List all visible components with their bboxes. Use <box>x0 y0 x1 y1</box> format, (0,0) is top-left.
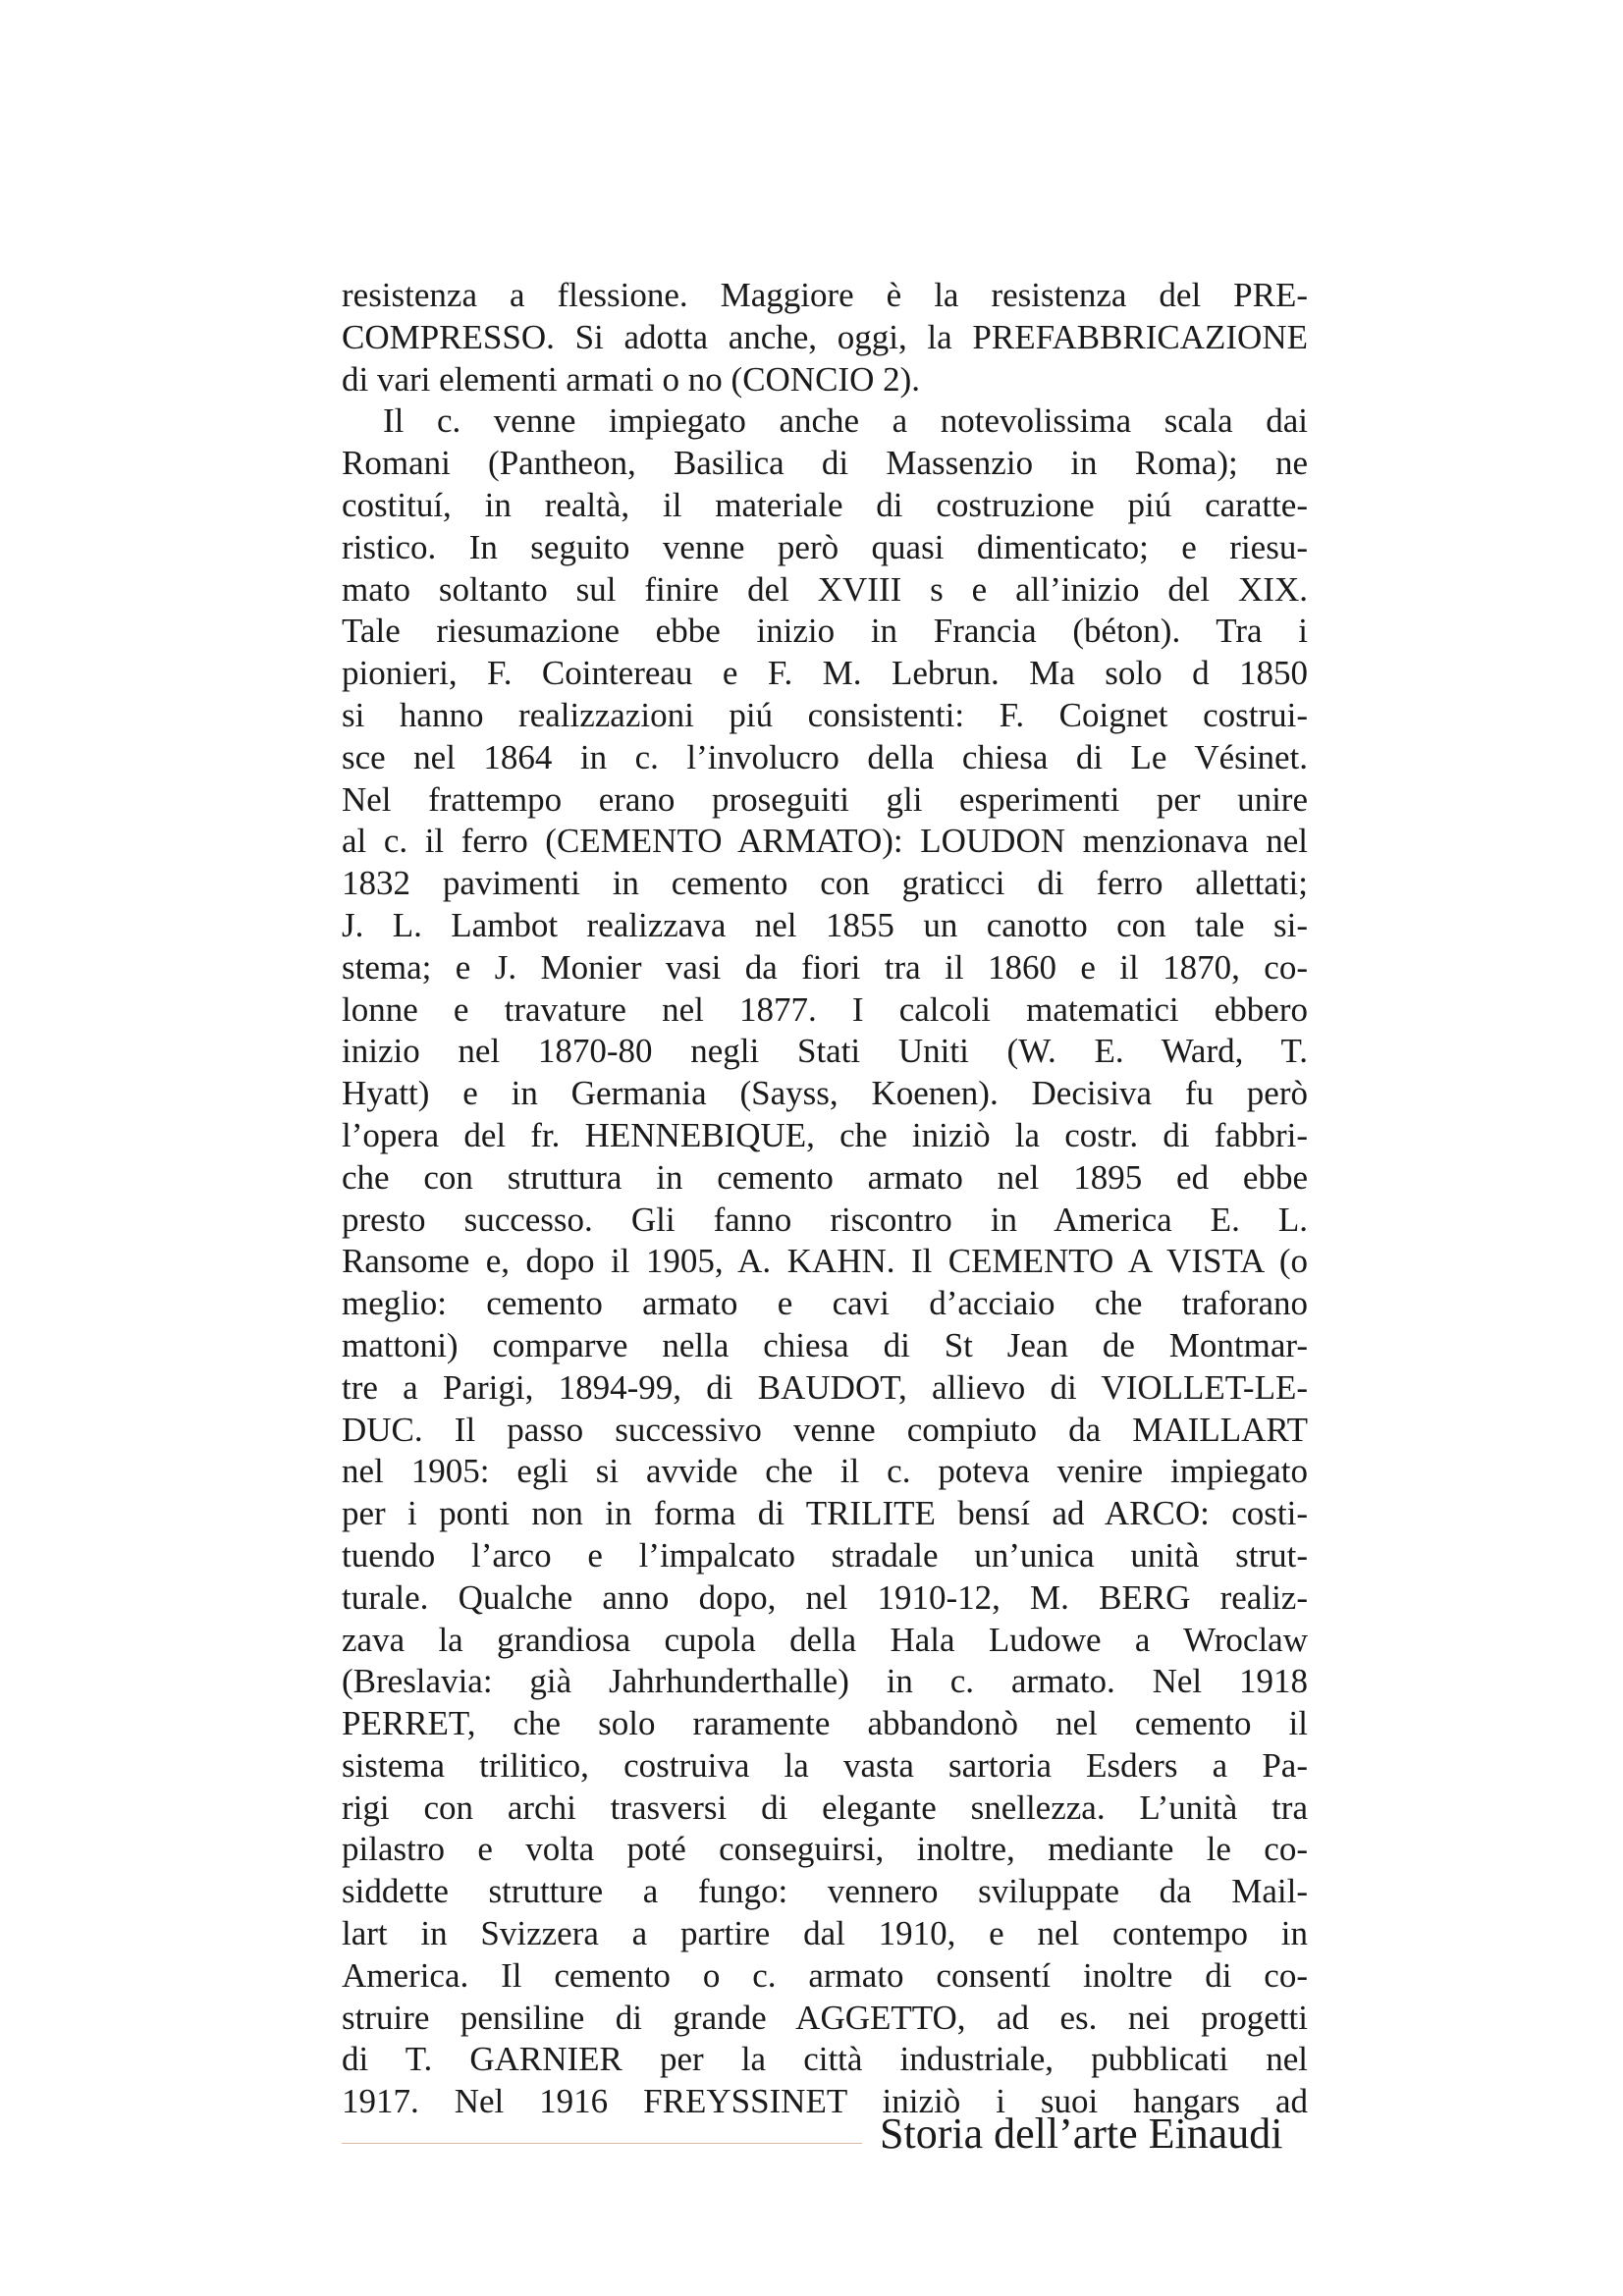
text-line: inizio nel 1870-80 negli Stati Uniti (W. E. Ward, T. <box>342 1032 1308 1071</box>
text-line: lonne e travature nel 1877. I calcoli matematici ebbero <box>342 989 1308 1029</box>
text-line: America. Il cemento o c. armato consentí inoltre di co- <box>342 1955 1308 1995</box>
text-line: lart in Svizzera a partire dal 1910, e nel contempo in <box>342 1914 1308 1953</box>
text-line: Tale riesumazione ebbe inizio in Francia (béton). Tra i <box>342 612 1308 651</box>
text-line: pionieri, F. Cointereau e F. M. Lebrun. Ma solo d 1850 <box>342 654 1308 693</box>
text-line: sistema trilitico, costruiva la vasta sartoria Esders a Pa- <box>342 1745 1308 1785</box>
text-line: mato soltanto sul finire del XVIII s e all’inizio del XIX. <box>342 569 1308 609</box>
text-line: COMPRESSO. Si adotta anche, oggi, la PREFABBRICAZIONE <box>342 317 1308 356</box>
text-line: si hanno realizzazioni piú consistenti: F. Coignet costrui- <box>342 695 1308 734</box>
text-line: ristico. In seguito venne però quasi dimenticato; e riesu- <box>342 527 1308 566</box>
text-line: PERRET, che solo raramente abbandonò nel cemento il <box>342 1704 1308 1743</box>
text-line: 1917. Nel 1916 FREYSSINET iniziò i suoi hangars ad <box>342 2082 1308 2121</box>
text-line: costituí, in realtà, il materiale di costruzione piú caratte- <box>342 485 1308 524</box>
text-line: stema; e J. Monier vasi da fiori tra il 1860 e il 1870, co- <box>342 947 1308 987</box>
text-line: l’opera del fr. HENNEBIQUE, che iniziò la costr. di fabbri- <box>342 1115 1308 1154</box>
text-line: per i ponti non in forma di TRILITE bensí ad ARCO: costi- <box>342 1494 1308 1533</box>
text-line: di vari elementi armati o no (CONCIO 2). <box>342 359 921 399</box>
text-line: Hyatt) e in Germania (Sayss, Koenen). Decisiva fu però <box>342 1074 1308 1113</box>
text-line: che con struttura in cemento armato nel 1895 ed ebbe <box>342 1157 1308 1197</box>
text-line: zava la grandiosa cupola della Hala Ludowe a Wroclaw <box>342 1620 1308 1659</box>
text-line: tuendo l’arco e l’impalcato stradale un’unica unità strut- <box>342 1535 1308 1575</box>
text-line: Nel frattempo erano proseguiti gli esperimenti per unire <box>342 779 1308 819</box>
body-text <box>342 275 1308 2123</box>
text-line: presto successo. Gli fanno riscontro in America E. L. <box>342 1200 1308 1239</box>
text-line: sce nel 1864 in c. l’involucro della chiesa di Le Vésinet. <box>342 737 1308 776</box>
text-line: Il c. venne impiegato anche a notevolissima scala dai <box>383 401 1308 441</box>
text-line: mattoni) comparve nella chiesa di St Jean de Montmar- <box>342 1325 1308 1364</box>
text-line: meglio: cemento armato e cavi d’acciaio che traforano <box>342 1284 1308 1323</box>
text-line: Ransome e, dopo il 1905, A. KAHN. Il CEMENTO A VISTA (o <box>342 1242 1308 1281</box>
text-line: (Breslavia: già Jahrhunderthalle) in c. armato. Nel 1918 <box>342 1662 1308 1701</box>
footer-title: Storia dell’arte Einaudi <box>880 2109 1283 2158</box>
text-line: pilastro e volta poté conseguirsi, inoltre, mediante le co- <box>342 1830 1308 1869</box>
text-line: DUC. Il passo successivo venne compiuto da MAILLART <box>342 1410 1308 1449</box>
text-line: Romani (Pantheon, Basilica di Massenzio in Roma); ne <box>342 444 1308 483</box>
text-line: tre a Parigi, 1894-99, di BAUDOT, allievo di VIOLLET-LE- <box>342 1367 1308 1407</box>
text-line: turale. Qualche anno dopo, nel 1910-12, M. BERG realiz- <box>342 1577 1308 1617</box>
text-line: resistenza a flessione. Maggiore è la resistenza del PRE- <box>342 276 1308 314</box>
text-line: 1832 pavimenti in cemento con graticci di ferro allettati; <box>342 864 1308 903</box>
text-line: siddette strutture a fungo: vennero sviluppate da Mail- <box>342 1872 1308 1911</box>
text-line: al c. il ferro (CEMENTO ARMATO): LOUDON menzionava nel <box>342 822 1308 861</box>
text-line: nel 1905: egli si avvide che il c. poteva venire impiegato <box>342 1452 1308 1491</box>
text-line: J. L. Lambot realizzava nel 1855 un canotto con tale si- <box>342 905 1308 944</box>
footer-divider <box>342 2143 862 2144</box>
text-line: rigi con archi trasversi di elegante snellezza. L’unità tra <box>342 1788 1308 1827</box>
text-line: di T. GARNIER per la città industriale, pubblicati nel <box>342 2040 1308 2079</box>
text-line: struire pensiline di grande AGGETTO, ad es. nei progetti <box>342 1998 1308 2037</box>
